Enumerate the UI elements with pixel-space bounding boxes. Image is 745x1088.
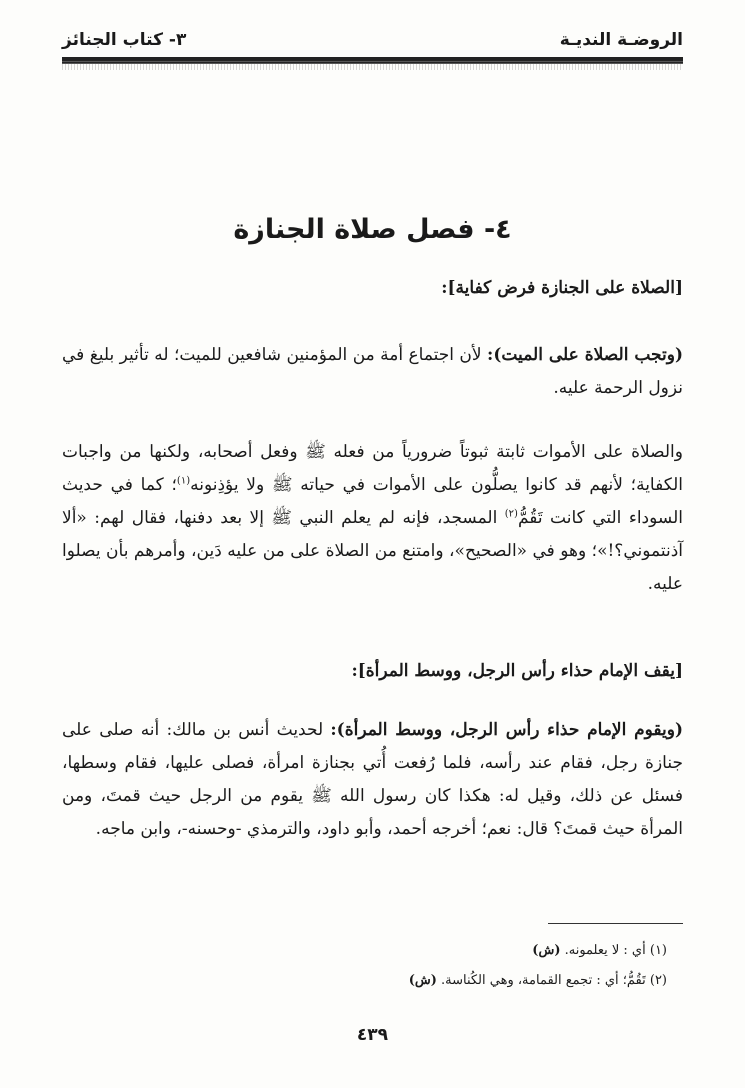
footnote-ref[interactable]: (٢) (504, 508, 518, 520)
paragraph: (ويقوم الإمام حذاء رأس الرجل، ووسط المرأة): لحديث أنس بن مالك: أنه صلى على جنازة رجل، فقام عند رأسه، فلما رُفعت أُتي بجنازة امرأة، فصلى عليها، فقام وسطها، فسئل عن ذلك، وقيل له: هكذا كان رسول الله ﷺ يقوم من الرجل حيث قمتَ، ومن المرأة حيث قمتَ؟ قال: نعم؛ أخرجه أحمد، وأبو داود، والترمذي -وحسنه-، وابن ماجه. (62, 720, 684, 839)
book-title: الروضـة النديـة (559, 30, 683, 50)
paragraph: والصلاة على الأموات ثابتة ثبوتاً ضرورياً من فعله ﷺ وفعل أصحابه، ولكنها من واجبات الكفاية؛ لأنهم قد كانوا يصلُّون على الأموات في حياته ﷺ ولا يؤذِنونه$^{(١)}$؛ كما في حديث السوداء التي كانت تَقُمُّ$^{(٢)}$ المسجد، فإنه لم يعلم النبي ﷺ إلا بعد دفنها، فقال لهم: «ألا آذنتموني؟!»؛ وهو في «الصحيح»، وامتنع من الصلاة على من عليه دَين، وأمرهم بأن يصلوا عليه. (62, 442, 684, 594)
footnote: (١) أي : لا يعلمونه. (ش) (532, 943, 667, 958)
footnote-ref[interactable]: (١) (176, 475, 191, 487)
section-heading: [يقف الإمام حذاء رأس الرجل، ووسط المرأة]: (351, 661, 683, 681)
footnote-rule (548, 923, 683, 924)
running-header (62, 26, 683, 54)
section-heading: [الصلاة على الجنازة فرض كفاية]: (441, 278, 683, 298)
paragraph: (وتجب الصلاة على الميت): لأن اجتماع أمة من المؤمنين شافعين للميت؛ له تأثير بليغ في نزول الرحمة عليه. (62, 345, 683, 398)
header-rule (62, 57, 683, 64)
footnote: (٢) تَقُمُّ؛ أي : تجمع القمامة، وهي الكُناسة. (ش) (408, 973, 667, 988)
header-ornament (62, 64, 683, 70)
footnotes (62, 936, 667, 996)
page-number: ٤٣٩ (356, 1025, 389, 1045)
chapter-title: ٤- فصل صلاة الجنازة (233, 214, 512, 245)
chapter-reference: ٣- كتاب الجنائز (62, 30, 187, 50)
